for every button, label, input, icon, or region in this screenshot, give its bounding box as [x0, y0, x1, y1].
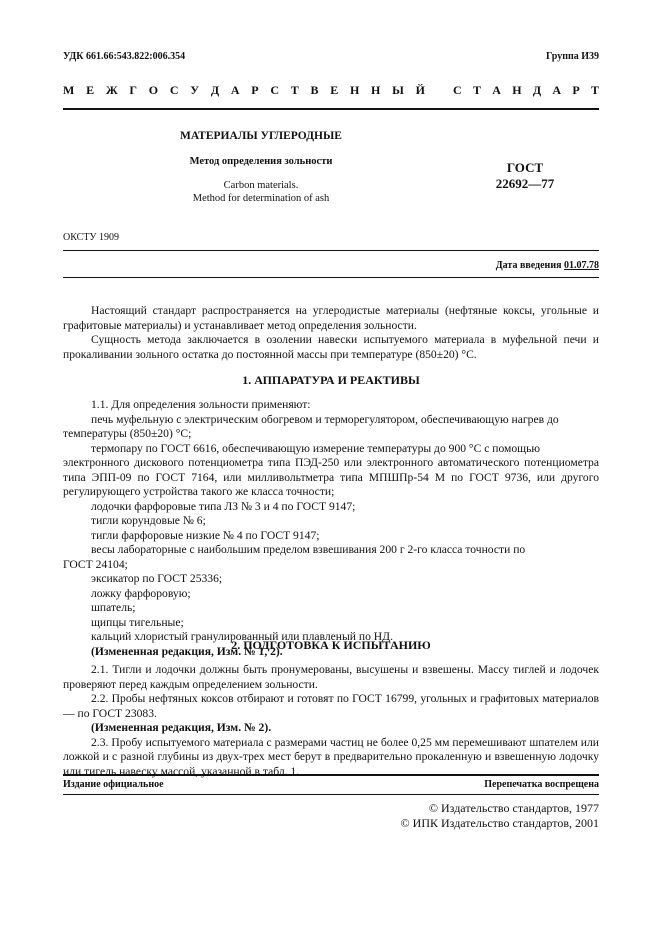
intro-paragraph-essence: Сущность метода заключается в озолении навески испытуемого материала в муфельной печи и прокаливании зольного остатка до постоянной массы при температуре (850±20) °С. — [63, 333, 599, 361]
udk-code: УДК 661.66:543.822:006.354 — [63, 51, 186, 62]
official-edition: Издание официальное — [63, 779, 164, 790]
clause-2-2: 2.2. Пробы нефтяных коксов отбирают и готовят по ГОСТ 16799, угольных и графитовых материалов — по ГОСТ 23083. — [63, 692, 599, 720]
section-1-edit-note: (Измененная редакция, Изм. № 1, 2). — [91, 644, 283, 658]
section-2-edit-note: (Измененная редакция, Изм. № 2). — [91, 721, 272, 734]
introduction-date-label: Дата введения — [495, 260, 562, 271]
copyright-1977: © Издательство стандартов, 1977 — [428, 801, 599, 815]
section-1-heading: 1. АППАРАТУРА И РЕАКТИВЫ — [242, 373, 420, 387]
clause-2-1: 2.1. Тигли и лодочки должны быть пронумерованы, высушены и взвешены. Массу тиглей и лодочек проверяют перед каждым определением зольности. — [63, 663, 599, 691]
gost-number: 22692—77 — [495, 176, 555, 191]
intro-paragraph-scope: Настоящий стандарт распространяется на углеродистые материалы (нефтяные коксы, угольные и графитовые материалы) и устанавливает метод определения зольности. — [63, 304, 599, 332]
reprint-prohibited: Перепечатка воспрещена — [484, 779, 599, 790]
item-muffle-furnace: печь муфельную с электрическим обогревом и терморегулятором, обеспечивающую нагрев до — [91, 412, 559, 426]
introduction-date — [496, 260, 599, 271]
group-code: Группа И39 — [546, 51, 599, 62]
item-corundum-crucibles: тигли корундовые № 6; — [91, 514, 206, 527]
standard-banner — [63, 83, 599, 98]
header-rule — [63, 108, 599, 110]
item-thermocouple-cont: электронного дискового потенциометра типа ПЭД-250 или электронного автоматического потенциометра типа ЭПП-09 по ГОСТ 7164, или милливольтметра типа МПШПр-54 М по ГОСТ 9736, или другого регулирующего устройства такого же класса точности; — [63, 456, 599, 498]
item-thermocouple: термопару по ГОСТ 6616, обеспечивающую измерение температуры до 900 °С с помощью — [91, 441, 541, 455]
gost-label: ГОСТ — [506, 160, 544, 175]
date-rule — [63, 277, 599, 278]
copyright-2001: © ИПК Издательство стандартов, 2001 — [400, 816, 599, 830]
okstu-code: ОКСТУ 1909 — [63, 232, 120, 243]
item-spatula: шпатель; — [91, 601, 136, 614]
item-calcium-chloride: кальций хлористый гранулированный или плавленый по НД. — [91, 630, 393, 643]
english-title-line1: Carbon materials. — [223, 180, 299, 191]
introduction — [63, 304, 599, 362]
banner-word-standard: С Т А Н Д А Р Т — [453, 83, 599, 97]
english-title-line2: Method for determination of ash — [192, 193, 330, 204]
item-porcelain-crucibles: тигли фарфоровые низкие № 4 по ГОСТ 9147; — [91, 528, 320, 542]
footer-rule-bottom — [63, 794, 599, 795]
footer-rule — [63, 774, 599, 776]
clause-1-1: 1.1. Для определения зольности применяют: — [91, 398, 311, 411]
section-1-body — [63, 398, 599, 659]
section-2-body — [63, 663, 599, 779]
item-porcelain-boats: лодочки фарфоровые типа ЛЗ № 3 и 4 по ГОСТ 9147; — [91, 499, 356, 513]
item-desiccator: эксикатор по ГОСТ 25336; — [91, 572, 223, 585]
document-subtitle: Метод определения зольности — [189, 156, 333, 167]
document-title: МАТЕРИАЛЫ УГЛЕРОДНЫЕ — [180, 130, 342, 142]
item-porcelain-spoon: ложку фарфоровую; — [91, 586, 191, 600]
okstu-rule — [63, 250, 599, 251]
clause-2-3: 2.3. Пробу испытуемого материала с размерами частиц не более 0,25 мм перемешивают шпателем или ложкой и с разной глубины из двух-трех мест берут в предварительно прокаленную и взвешенную лодочку или тигель навеску массой, указанной в табл. 1. — [63, 735, 599, 778]
item-muffle-furnace-cont: температуры (850±20) °С; — [63, 427, 192, 440]
introduction-date-value: 01.07.78 — [564, 260, 599, 271]
item-lab-scales-cont: ГОСТ 24104; — [63, 557, 128, 571]
section-2-heading: 2. ПОДГОТОВКА К ИСПЫТАНИЮ — [231, 638, 431, 652]
item-lab-scales: весы лабораторные с наибольшим пределом взвешивания 200 г 2-го класса точности по — [91, 543, 526, 556]
item-crucible-tongs: щипцы тигельные; — [91, 615, 184, 629]
banner-word-interstate: М Е Ж Г О С У Д А Р С Т В Е Н Н Ы Й — [63, 83, 425, 97]
